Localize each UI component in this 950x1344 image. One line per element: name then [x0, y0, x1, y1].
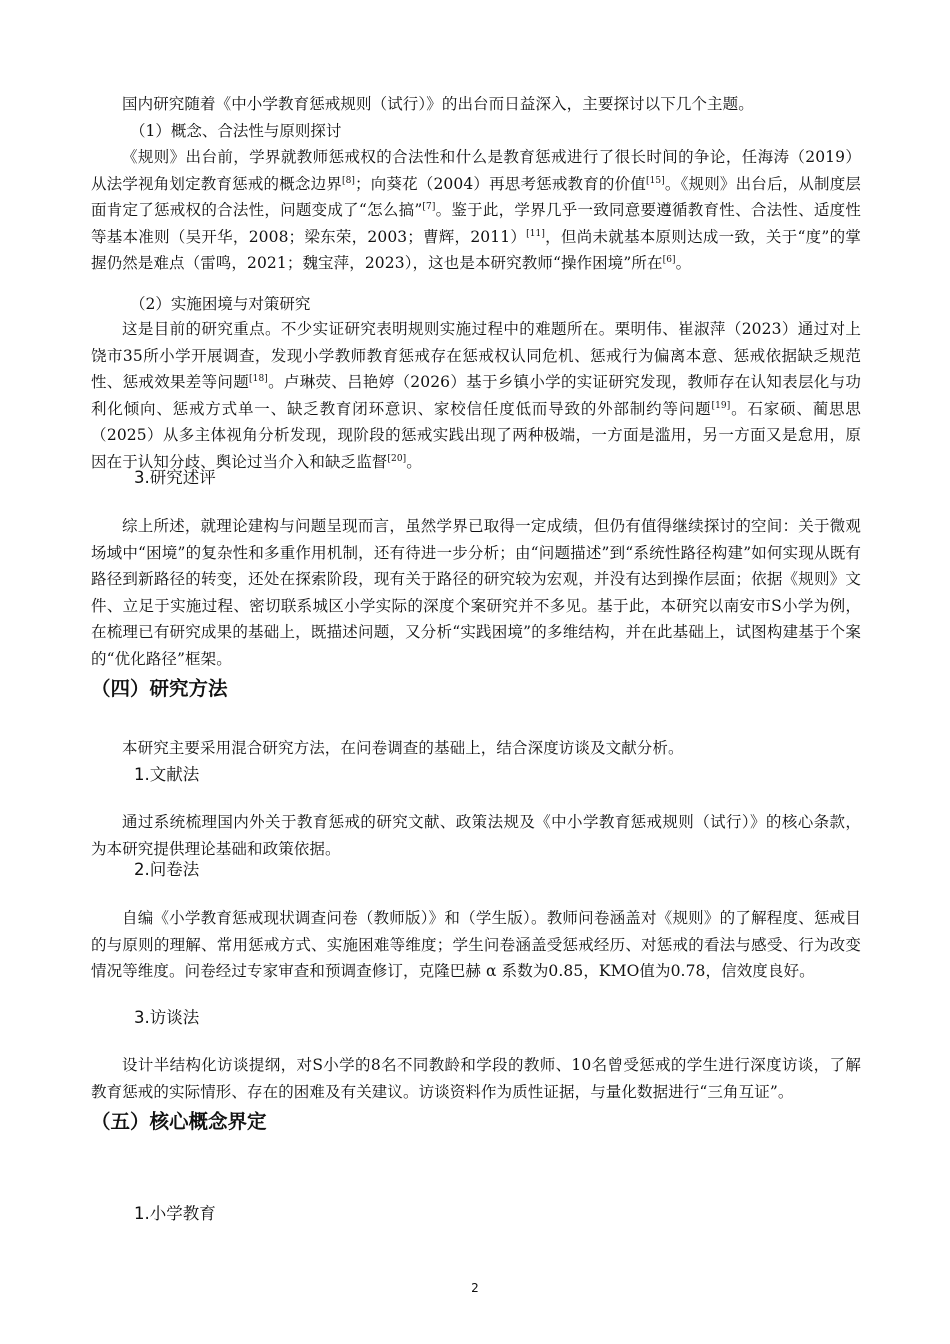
text-run: ，但尚未就基本原则达成一致，关于“度”的掌握仍然是难点（雷鸣，2021；魏宝萍，2023），这也是本研究教师“操作困境”所在 — [91, 227, 861, 272]
text-run: 。鉴于此，学界几乎一致同意要遵循教育性、合法性、适度性等基本准则（吴开华，2008；梁东荣，2003；曹辉，2011） — [91, 201, 861, 246]
citation-ref[interactable]: [8] — [341, 175, 356, 186]
section-heading-concepts: （五）核心概念界定 — [91, 1110, 267, 1133]
topic-heading-1: （1）概念、合法性与原则探讨 — [130, 122, 342, 140]
topic-heading-2: （2）实施困境与对策研究 — [130, 295, 311, 313]
citation-ref[interactable]: [11] — [526, 228, 545, 239]
text-run: 《规则》出台前，学界就教师惩戒权的合法性和什么是教育惩戒进行了很长时间的争论，任海涛（2019）从法学视角划定教育惩戒的概念边界 — [91, 148, 861, 193]
citation-ref[interactable]: [7] — [422, 202, 436, 212]
paragraph-interview: 设计半结构化访谈提纲，对S小学的8名不同教龄和学段的教师、10名曾受惩戒的学生进行深度访谈，了解教育惩戒的实际情形、存在的困难及有关建议。访谈资料作为质性证据，与量化数据进行“三角互证”。 — [91, 1056, 861, 1101]
page-number: 2 — [471, 1281, 479, 1295]
paragraph-review: 综上所述，就理论建构与问题呈现而言，虽然学界已取得一定成绩，但仍有值得继续探讨的空间：关于微观场域中“困境”的复杂性和多重作用机制，还有待进一步分析；由“问题描述”到“系统性路径构建”如何实现从既有路径到新路径的转变，还处在探索阶段，现有关于路径的研究较为宏观，并没有达到操作层面；依据《规则》文件、立足于实施过程、密切联系城区小学实际的深度个案研究并不多见。基于此，本研究以南安市S小学为例，在梳理已有研究成果的基础上，既描述问题，又分析“实践困境”的多维结构，并在此基础上，试图构建基于个案的“优化路径”框架。 — [91, 517, 861, 668]
subheading-literature: 1.文献法 — [134, 765, 200, 784]
subheading-primary-education: 1.小学教育 — [134, 1204, 216, 1223]
text-run: 。《规则》出台后，从制度层面肯定了惩戒权的合法性，问题变成了“怎么搞” — [91, 174, 861, 219]
subheading-questionnaire: 2.问卷法 — [134, 860, 200, 879]
subheading-review: 3.研究述评 — [134, 468, 216, 487]
paragraph-legality — [91, 144, 861, 277]
intro-paragraph: 国内研究随着《中小学教育惩戒规则（试行）》的出台而日益深入，主要探讨以下几个主题。 — [122, 95, 754, 113]
citation-ref[interactable]: [20] — [387, 453, 407, 464]
citation-ref[interactable]: [15] — [645, 175, 665, 186]
subheading-interview: 3.访谈法 — [134, 1008, 200, 1027]
citation-ref[interactable]: [6] — [662, 255, 676, 265]
text-run: 。卢琳荧、吕艳婷（2026）基于乡镇小学的实证研究发现，教师存在认知表层化与功利化倾向、惩戒方式单一、缺乏教育闭环意识、家校信任度低而导致的外部制约等问题 — [91, 373, 861, 418]
text-run: 。 — [675, 254, 692, 272]
paragraph-literature: 通过系统梳理国内外关于教育惩戒的研究文献、政策法规及《中小学教育惩戒规则（试行）》的核心条款，为本研究提供理论基础和政策依据。 — [91, 813, 861, 858]
text-run: ；向葵花（2004）再思考惩戒教育的价值 — [355, 174, 646, 193]
paragraph-methods-intro: 本研究主要采用混合研究方法，在问卷调查的基础上，结合深度访谈及文献分析。 — [122, 739, 684, 757]
text-run: 这是目前的研究重点。不少实证研究表明规则实施过程中的难题所在。栗明伟、崔淑萍（2023）通过对上饶市35所小学开展调查，发现小学教师教育惩戒存在惩戒权认同危机、惩戒行为偏离本意、惩戒依据缺乏规范性、惩戒效果差等问题 — [91, 320, 861, 391]
citation-ref[interactable]: [19] — [711, 400, 731, 411]
section-heading-methods: （四）研究方法 — [91, 677, 228, 700]
text-run: 。 — [406, 452, 422, 471]
citation-ref[interactable]: [18] — [249, 374, 268, 384]
text-run: 。石家硕、蔺思思（2025）从多主体视角分析发现，现阶段的惩戒实践出现了两种极端，一方面是滥用，另一方面又是怠用，原因在于认知分歧、舆论过当介入和缺乏监督 — [91, 399, 861, 471]
paragraph-difficulties — [91, 316, 861, 475]
paragraph-questionnaire: 自编《小学教育惩戒现状调查问卷（教师版）》和（学生版）。教师问卷涵盖对《规则》的了解程度、惩戒目的与原则的理解、常用惩戒方式、实施困难等维度；学生问卷涵盖受惩戒经历、对惩戒的看法与感受、行为改变情况等维度。问卷经过专家审查和预调查修订，克隆巴赫 α 系数为0.85，KMO值为0.78，信效度良好。 — [91, 909, 861, 980]
